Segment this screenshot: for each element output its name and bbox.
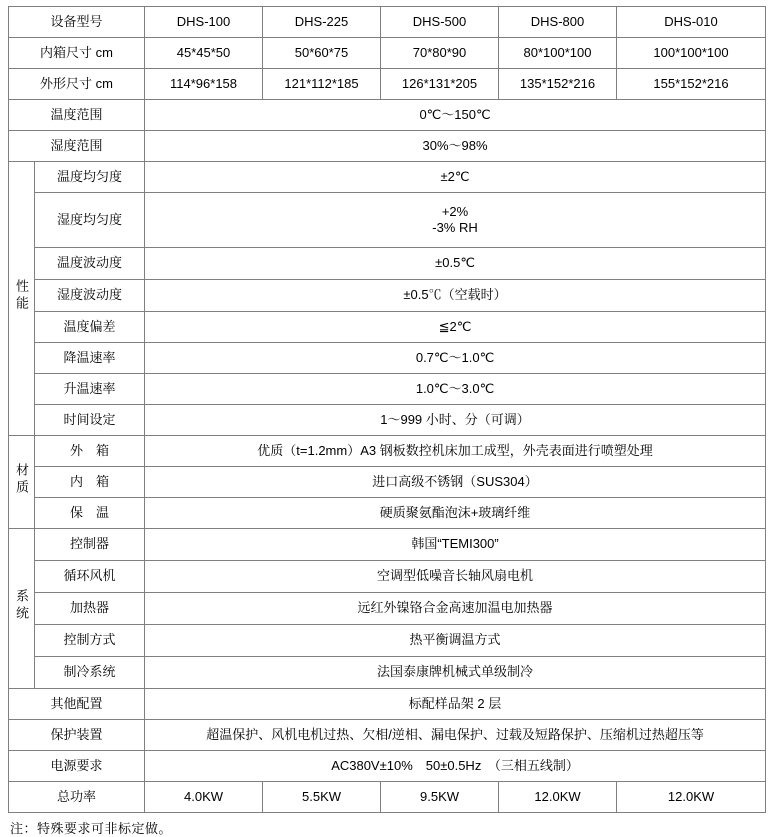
inner-size-2: 50*60*75	[263, 38, 381, 69]
table-row-inner-box	[9, 467, 766, 498]
row-label-circulation-fan: 循环风机	[35, 561, 145, 593]
model-cell-2: DHS-225	[263, 7, 381, 38]
inner-size-3: 70*80*90	[381, 38, 499, 69]
value-humidity-range: 30%～98%	[145, 131, 766, 162]
footnote: 注：特殊要求可非标定做。	[10, 821, 173, 836]
row-label-controller: 控制器	[35, 529, 145, 561]
table-row-total-power	[9, 782, 766, 813]
table-row-cooling-rate	[9, 343, 766, 374]
humidity-uniformity-line2: -3% RH	[432, 220, 478, 235]
table-row-circulation-fan	[9, 561, 766, 593]
table-row-other-config	[9, 689, 766, 720]
row-label-time-setting: 时间设定	[35, 405, 145, 436]
inner-size-5: 100*100*100	[617, 38, 766, 69]
row-label-total-power: 总功率	[9, 782, 145, 813]
table-row-humidity-fluctuation	[9, 280, 766, 312]
section-label-material-text: 材质	[14, 462, 29, 497]
row-label-outer-size: 外形尺寸 cm	[9, 69, 145, 100]
value-temp-deviation: ≦2℃	[145, 312, 766, 343]
value-heater: 远红外镍铬合金高速加温电加热器	[145, 593, 766, 625]
value-heating-rate: 1.0℃～3.0℃	[145, 374, 766, 405]
outer-size-5: 155*152*216	[617, 69, 766, 100]
value-power-requirement: AC380V±10% 50±0.5Hz （三相五线制）	[145, 751, 766, 782]
table-row-power-requirement	[9, 751, 766, 782]
row-label-humidity-uniformity: 湿度均匀度	[35, 193, 145, 248]
table-row-insulation	[9, 498, 766, 529]
table-row-temp-uniformity	[9, 162, 766, 193]
inner-size-1: 45*45*50	[145, 38, 263, 69]
model-cell-3: DHS-500	[381, 7, 499, 38]
row-label-temp-deviation: 温度偏差	[35, 312, 145, 343]
row-label-heater: 加热器	[35, 593, 145, 625]
row-label-inner-box: 内 箱	[35, 467, 145, 498]
table-row-heating-rate	[9, 374, 766, 405]
row-label-humidity-fluctuation: 湿度波动度	[35, 280, 145, 312]
table-row-models	[9, 7, 766, 38]
total-power-4: 12.0KW	[499, 782, 617, 813]
value-temp-range: 0℃～150℃	[145, 100, 766, 131]
outer-size-1: 114*96*158	[145, 69, 263, 100]
table-row-heater	[9, 593, 766, 625]
model-cell-1: DHS-100	[145, 7, 263, 38]
row-label-humidity-range: 湿度范围	[9, 131, 145, 162]
value-refrigeration: 法国泰康牌机械式单级制冷	[145, 657, 766, 689]
value-inner-box: 进口高级不锈钢（SUS304）	[145, 467, 766, 498]
specification-table	[8, 6, 766, 813]
row-label-heating-rate: 升温速率	[35, 374, 145, 405]
row-label-other-config: 其他配置	[9, 689, 145, 720]
table-row-humidity-uniformity	[9, 193, 766, 248]
table-row-outer-box	[9, 436, 766, 467]
section-label-system-text: 系统	[14, 589, 29, 624]
outer-size-3: 126*131*205	[381, 69, 499, 100]
row-label-control-mode: 控制方式	[35, 625, 145, 657]
value-cooling-rate: 0.7℃～1.0℃	[145, 343, 766, 374]
table-row-outer-size	[9, 69, 766, 100]
table-row-controller	[9, 529, 766, 561]
total-power-1: 4.0KW	[145, 782, 263, 813]
outer-size-4: 135*152*216	[499, 69, 617, 100]
row-label-protection: 保护装置	[9, 720, 145, 751]
value-protection: 超温保护、风机电机过热、欠相/逆相、漏电保护、过载及短路保护、压缩机过热超压等	[145, 720, 766, 751]
humidity-uniformity-line1: +2%	[441, 203, 469, 219]
model-cell-5: DHS-010	[617, 7, 766, 38]
row-label-temp-uniformity: 温度均匀度	[35, 162, 145, 193]
table-row-temp-fluctuation	[9, 248, 766, 280]
row-label-outer-box: 外 箱	[35, 436, 145, 467]
value-outer-box: 优质（t=1.2mm）A3 钢板数控机床加工成型，外壳表面进行喷塑处理	[145, 436, 766, 467]
value-humidity-uniformity	[145, 193, 766, 248]
value-insulation: 硬质聚氨酯泡沫+玻璃纤维	[145, 498, 766, 529]
value-temp-uniformity: ±2℃	[145, 162, 766, 193]
section-label-system	[9, 529, 35, 689]
table-row-temp-deviation	[9, 312, 766, 343]
spec-sheet	[8, 6, 765, 837]
row-label-cooling-rate: 降温速率	[35, 343, 145, 374]
total-power-2: 5.5KW	[263, 782, 381, 813]
value-circulation-fan: 空调型低噪音长轴风扇电机	[145, 561, 766, 593]
table-row-control-mode	[9, 625, 766, 657]
value-other-config: 标配样品架 2 层	[145, 689, 766, 720]
table-row-temp-range	[9, 100, 766, 131]
table-row-refrigeration	[9, 657, 766, 689]
model-cell-4: DHS-800	[499, 7, 617, 38]
table-row-humidity-range	[9, 131, 766, 162]
inner-size-4: 80*100*100	[499, 38, 617, 69]
total-power-3: 9.5KW	[381, 782, 499, 813]
row-label-temp-range: 温度范围	[9, 100, 145, 131]
row-label-refrigeration: 制冷系统	[35, 657, 145, 689]
total-power-5: 12.0KW	[617, 782, 766, 813]
table-row-protection	[9, 720, 766, 751]
value-controller: 韩国“TEMI300”	[145, 529, 766, 561]
section-label-performance	[9, 162, 35, 436]
outer-size-2: 121*112*185	[263, 69, 381, 100]
value-control-mode: 热平衡调温方式	[145, 625, 766, 657]
row-label-temp-fluctuation: 温度波动度	[35, 248, 145, 280]
table-row-inner-size	[9, 38, 766, 69]
section-label-performance-text: 性能	[14, 279, 29, 314]
value-temp-fluctuation: ±0.5℃	[145, 248, 766, 280]
row-label-insulation: 保 温	[35, 498, 145, 529]
value-time-setting: 1～999 小时、分（可调）	[145, 405, 766, 436]
row-label-power-requirement: 电源要求	[9, 751, 145, 782]
value-humidity-fluctuation: ±0.5℃（空载时）	[145, 280, 766, 312]
row-label-inner-size: 内箱尺寸 cm	[9, 38, 145, 69]
row-label-model: 设备型号	[9, 7, 145, 38]
table-row-time-setting	[9, 405, 766, 436]
section-label-material	[9, 436, 35, 529]
